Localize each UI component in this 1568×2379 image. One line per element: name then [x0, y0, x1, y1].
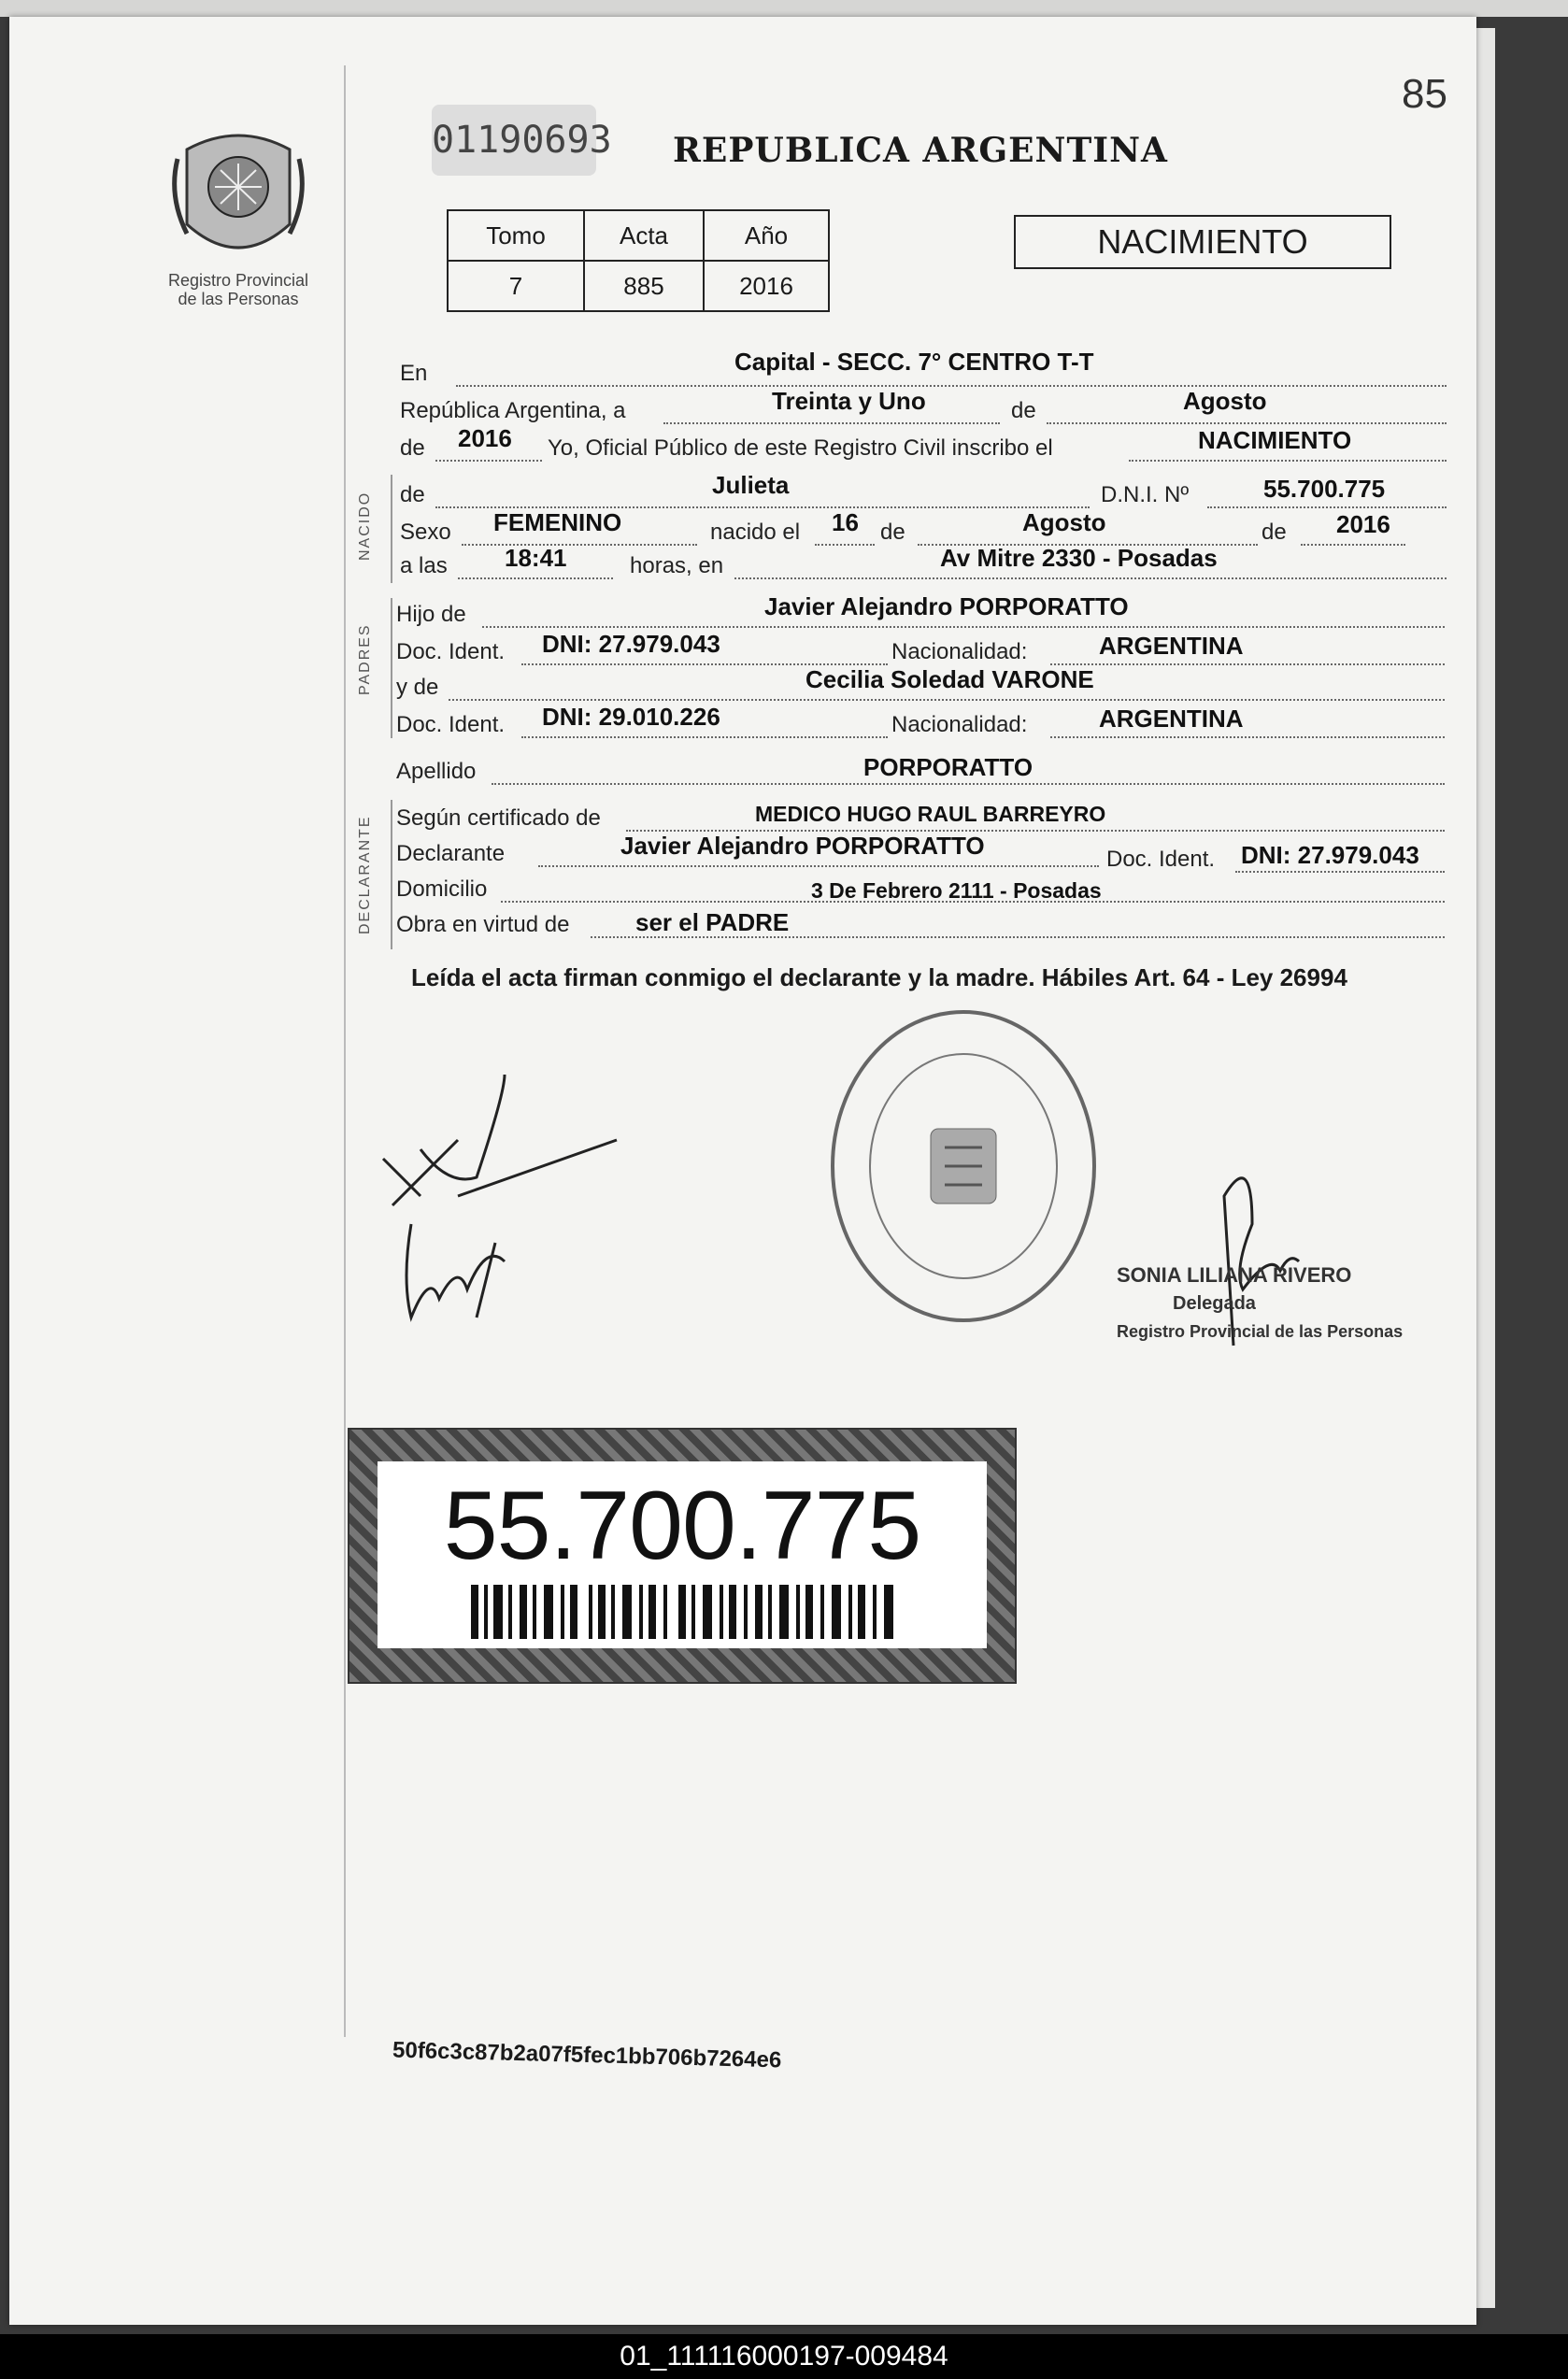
value-declarante-doc: DNI: 27.979.043	[1241, 841, 1419, 869]
document-hash: 50f6c3c87b2a07f5fec1bb706b7264e6	[392, 2037, 782, 2073]
value-padre-nac: ARGENTINA	[1099, 632, 1244, 660]
label-obra-en-virtud: Obra en virtud de	[396, 912, 570, 937]
value-sexo: FEMENINO	[493, 508, 622, 536]
top-edge-strip	[0, 0, 1568, 17]
barcode-icon	[471, 1585, 893, 1639]
label-nacido-el: nacido el	[710, 520, 801, 545]
value-dia-texto: Treinta y Uno	[772, 387, 926, 415]
label-domicilio: Domicilio	[396, 876, 488, 902]
label-y-de: y de	[396, 675, 439, 700]
label-de: de	[1011, 398, 1036, 423]
value-mes-nac: Agosto	[1022, 508, 1106, 536]
label-doc-ident: Doc. Ident.	[396, 639, 506, 664]
table-value-tomo: 7	[448, 261, 584, 311]
section-divider	[391, 475, 392, 583]
value-tipo-acta: NACIMIENTO	[1198, 426, 1352, 454]
crest-label-line1: Registro Provincial	[167, 271, 309, 290]
value-apellido: PORPORATTO	[863, 753, 1033, 781]
value-padre: Javier Alejandro PORPORATTO	[764, 592, 1129, 620]
barcode-label	[378, 1461, 987, 1648]
value-madre: Cecilia Soledad VARONE	[805, 665, 1094, 693]
record-table	[447, 209, 830, 312]
label-doc-ident: Doc. Ident.	[1106, 847, 1216, 872]
crest-label-line2: de las Personas	[178, 290, 299, 308]
value-hora: 18:41	[505, 544, 567, 572]
value-obra: ser el PADRE	[635, 908, 790, 936]
value-padre-doc: DNI: 27.979.043	[542, 630, 720, 658]
label-de: de	[880, 520, 905, 545]
table-header-anio: Año	[704, 210, 829, 261]
value-madre-doc: DNI: 29.010.226	[542, 703, 720, 731]
label-declarante: Declarante	[396, 841, 506, 866]
label-sexo: Sexo	[400, 520, 451, 545]
value-nombre: Julieta	[712, 471, 790, 499]
crest-label	[150, 271, 327, 308]
officer-title: Delegada	[1173, 1293, 1256, 1314]
value-dia-nac: 16	[832, 508, 859, 536]
table-header-tomo: Tomo	[448, 210, 584, 261]
label-nacionalidad: Nacionalidad:	[891, 712, 1028, 737]
label-segun-certificado: Según certificado de	[396, 805, 601, 831]
label-yo-oficial: Yo, Oficial Público de este Registro Civil inscribo el	[548, 435, 1053, 461]
official-seal	[828, 1007, 1099, 1325]
declarant-signature	[364, 1037, 635, 1336]
label-nacionalidad: Nacionalidad:	[891, 639, 1028, 664]
officer-office: Registro Provincial de las Personas	[1117, 1322, 1404, 1341]
margin-line	[344, 65, 346, 2037]
label-en: En	[400, 361, 428, 386]
closing-note: Leída el acta firman conmigo el declarante y la madre. Hábiles Art. 64 - Ley 26994	[411, 963, 1347, 991]
value-anio: 2016	[458, 424, 512, 452]
table-value-anio: 2016	[704, 261, 829, 311]
barcode-sticker	[348, 1428, 1017, 1684]
officer-name: SONIA LILIANA RIVERO	[1117, 1263, 1352, 1287]
page-number: 85	[1402, 71, 1447, 117]
table-header-acta: Acta	[584, 210, 704, 261]
section-label-padres: PADRES	[357, 623, 373, 695]
province-crest-icon	[168, 121, 308, 271]
label-hijo-de: Hijo de	[396, 602, 466, 627]
document-type-box: NACIMIENTO	[1014, 215, 1391, 269]
value-anio-nac: 2016	[1336, 510, 1390, 538]
value-lugar: Capital - SECC. 7° CENTRO T-T	[734, 348, 1094, 376]
label-de: de	[1262, 520, 1287, 545]
section-divider	[391, 598, 392, 738]
value-madre-nac: ARGENTINA	[1099, 705, 1244, 733]
label-de: de	[400, 435, 425, 461]
label-doc-ident: Doc. Ident.	[396, 712, 506, 737]
section-label-declarante: DECLARANTE	[357, 815, 373, 934]
label-horas-en: horas, en	[630, 553, 724, 578]
value-declarante: Javier Alejandro PORPORATTO	[620, 832, 985, 860]
label-de: de	[400, 482, 425, 507]
label-republica: República Argentina, a	[400, 398, 626, 423]
barcode-number: 55.700.775	[443, 1472, 921, 1580]
label-a-las: a las	[400, 553, 448, 578]
label-apellido: Apellido	[396, 759, 477, 784]
section-divider	[391, 800, 392, 949]
officer-block	[1117, 1261, 1403, 1346]
header-title: REPUBLICA ARGENTINA	[673, 131, 1168, 170]
value-lugar-nac: Av Mitre 2330 - Posadas	[940, 544, 1218, 572]
table-value-acta: 885	[584, 261, 704, 311]
footer-id-bar: 01_111116000197-009484	[0, 2334, 1568, 2379]
serial-number: 01190693	[432, 105, 596, 176]
value-dni: 55.700.775	[1263, 475, 1386, 503]
section-label-nacido: NACIDO	[357, 491, 373, 561]
label-dni: D.N.I. Nº	[1101, 482, 1190, 507]
value-mes: Agosto	[1183, 387, 1267, 415]
value-domicilio: 3 De Febrero 2111 - Posadas	[811, 878, 1102, 903]
value-certificado: MEDICO HUGO RAUL BARREYRO	[755, 802, 1106, 826]
